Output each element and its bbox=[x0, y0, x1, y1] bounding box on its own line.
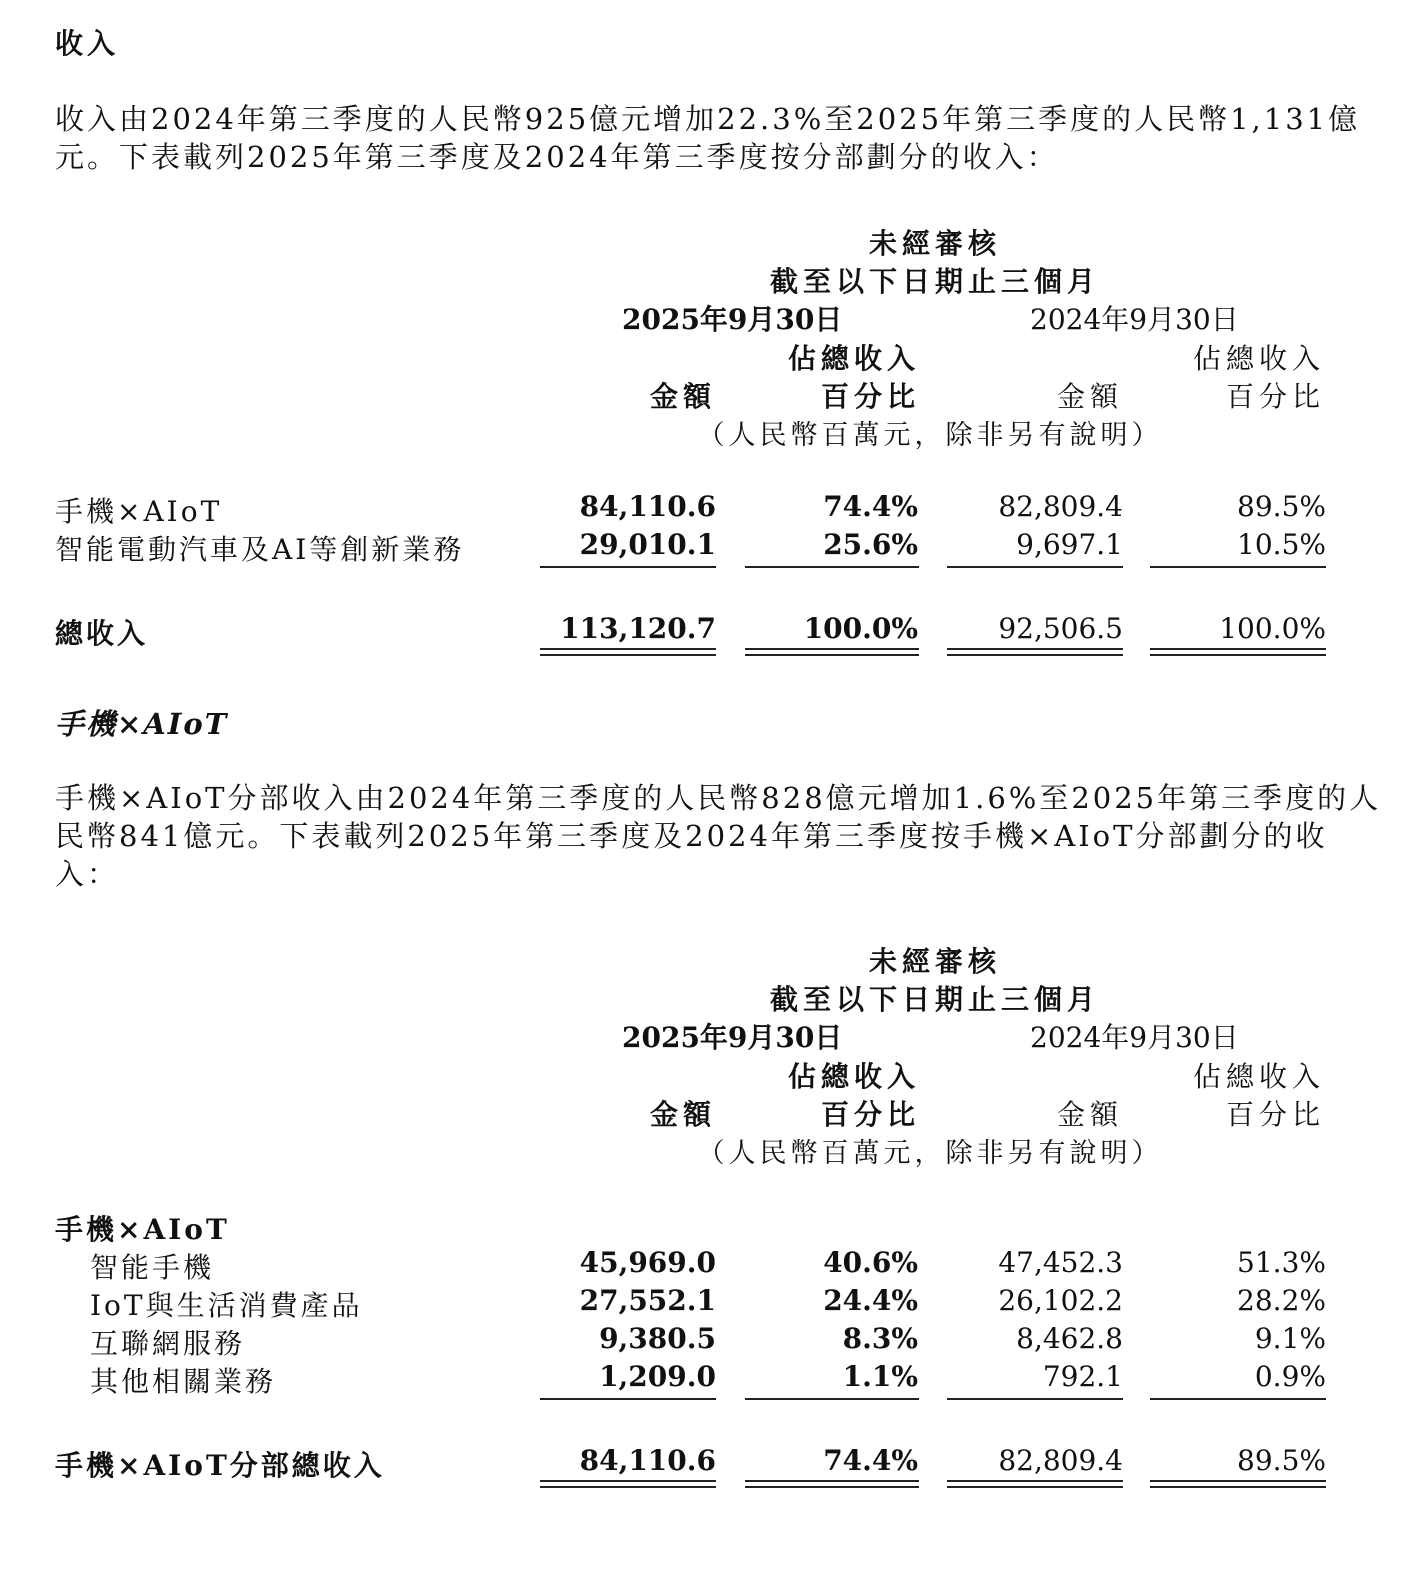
amount-heading-2024: 金額 bbox=[1056, 380, 1123, 413]
period-heading: 截至以下日期止三個月 bbox=[769, 983, 1100, 1016]
row-label: IoT與生活消費產品 bbox=[90, 1289, 363, 1322]
subtotal-rule bbox=[745, 566, 919, 568]
date-2024-heading: 2024年9月30日 bbox=[1030, 303, 1239, 336]
total-double-rule bbox=[1150, 1480, 1326, 1488]
pct-2024: 89.5% bbox=[1237, 490, 1326, 523]
subtotal-rule bbox=[1150, 1398, 1326, 1400]
intro-line-1: 收入由2024年第三季度的人民幣925億元增加22.3%至2025年第三季度的人民幣1,131億 bbox=[55, 102, 1361, 136]
total-pct-2025: 74.4% bbox=[823, 1444, 918, 1477]
pct-2024: 10.5% bbox=[1237, 528, 1326, 561]
subtotal-rule bbox=[947, 1398, 1123, 1400]
row-label: 互聯網服務 bbox=[90, 1327, 246, 1360]
pct-heading-2024-line1: 佔總收入 bbox=[1192, 1060, 1325, 1093]
amount-2025: 45,969.0 bbox=[579, 1246, 716, 1279]
pct-2024: 28.2% bbox=[1237, 1284, 1326, 1317]
pct-heading-2024-line2: 百分比 bbox=[1225, 380, 1325, 413]
amount-heading-2024: 金額 bbox=[1056, 1098, 1123, 1131]
period-heading: 截至以下日期止三個月 bbox=[769, 265, 1100, 298]
total-double-rule bbox=[947, 1480, 1123, 1488]
pct-2025: 74.4% bbox=[823, 490, 918, 523]
amount-2024: 26,102.2 bbox=[998, 1284, 1123, 1317]
date-2025-heading: 2025年9月30日 bbox=[622, 303, 843, 336]
total-label: 總收入 bbox=[55, 617, 149, 650]
pct-heading-2025-line1: 佔總收入 bbox=[787, 342, 920, 375]
total-pct-2024: 100.0% bbox=[1219, 612, 1326, 645]
pct-2025: 25.6% bbox=[823, 528, 918, 561]
unaudited-heading: 未經審核 bbox=[868, 227, 1001, 260]
amount-heading-2025: 金額 bbox=[649, 380, 716, 413]
date-2024-heading: 2024年9月30日 bbox=[1030, 1021, 1239, 1054]
pct-heading-2025-line2: 百分比 bbox=[820, 380, 920, 413]
pct-heading-2024-line1: 佔總收入 bbox=[1192, 342, 1325, 375]
subtotal-rule bbox=[745, 1398, 919, 1400]
row-label: 智能手機 bbox=[90, 1251, 215, 1284]
unaudited-heading: 未經審核 bbox=[868, 945, 1001, 978]
group-label: 手機×AIoT bbox=[55, 1213, 230, 1246]
pct-2024: 0.9% bbox=[1254, 1360, 1326, 1393]
row-label: 智能電動汽車及AI等創新業務 bbox=[55, 533, 465, 566]
total-double-rule bbox=[745, 648, 919, 656]
unit-note: （人民幣百萬元，除非另有說明） bbox=[697, 420, 1163, 451]
pct-heading-2024-line2: 百分比 bbox=[1225, 1098, 1325, 1131]
pct-heading-2025-line2: 百分比 bbox=[820, 1098, 920, 1131]
amount-2025: 9,380.5 bbox=[599, 1322, 716, 1355]
amount-2025: 27,552.1 bbox=[579, 1284, 716, 1317]
total-double-rule bbox=[1150, 648, 1326, 656]
amount-2025: 29,010.1 bbox=[579, 528, 716, 561]
total-pct-2024: 89.5% bbox=[1237, 1444, 1326, 1477]
total-double-rule bbox=[947, 648, 1123, 656]
sub-intro-line-3: 入： bbox=[55, 857, 120, 891]
pct-2025: 8.3% bbox=[842, 1322, 918, 1355]
amount-2024: 47,452.3 bbox=[998, 1246, 1123, 1279]
amount-2024: 9,697.1 bbox=[1016, 528, 1123, 561]
amount-2025: 84,110.6 bbox=[579, 490, 716, 523]
row-label: 手機×AIoT bbox=[55, 495, 223, 528]
subtotal-rule bbox=[540, 1398, 716, 1400]
total-label: 手機×AIoT分部總收入 bbox=[55, 1449, 385, 1482]
sub-intro-line-1: 手機×AIoT分部收入由2024年第三季度的人民幣828億元增加1.6%至2025年第三季度的人 bbox=[55, 781, 1382, 815]
total-double-rule bbox=[745, 1480, 919, 1488]
pct-2025: 24.4% bbox=[823, 1284, 918, 1317]
total-amount-2025: 84,110.6 bbox=[579, 1444, 716, 1477]
pct-2025: 1.1% bbox=[842, 1360, 918, 1393]
total-double-rule bbox=[540, 648, 716, 656]
amount-2024: 8,462.8 bbox=[1016, 1322, 1123, 1355]
row-label: 其他相關業務 bbox=[90, 1365, 277, 1398]
total-amount-2024: 92,506.5 bbox=[998, 612, 1123, 645]
total-double-rule bbox=[540, 1480, 716, 1488]
date-2025-heading: 2025年9月30日 bbox=[622, 1021, 843, 1054]
section-title: 收入 bbox=[55, 27, 120, 60]
amount-2024: 82,809.4 bbox=[998, 490, 1123, 523]
sub-intro-line-2: 民幣841億元。下表載列2025年第三季度及2024年第三季度按手機×AIoT分部劃分的收 bbox=[55, 819, 1328, 853]
pct-2025: 40.6% bbox=[823, 1246, 918, 1279]
pct-heading-2025-line1: 佔總收入 bbox=[787, 1060, 920, 1093]
subtotal-rule bbox=[1150, 566, 1326, 568]
subtotal-rule bbox=[947, 566, 1123, 568]
intro-line-2: 元。下表載列2025年第三季度及2024年第三季度按分部劃分的收入： bbox=[55, 140, 1059, 174]
amount-heading-2025: 金額 bbox=[649, 1098, 716, 1131]
pct-2024: 9.1% bbox=[1254, 1322, 1326, 1355]
pct-2024: 51.3% bbox=[1237, 1246, 1326, 1279]
amount-2024: 792.1 bbox=[1042, 1360, 1123, 1393]
subtotal-rule bbox=[540, 566, 716, 568]
unit-note: （人民幣百萬元，除非另有說明） bbox=[697, 1138, 1163, 1169]
total-amount-2025: 113,120.7 bbox=[560, 612, 716, 645]
subsection-title: 手機×AIoT bbox=[55, 707, 229, 741]
total-pct-2025: 100.0% bbox=[803, 612, 918, 645]
total-amount-2024: 82,809.4 bbox=[998, 1444, 1123, 1477]
amount-2025: 1,209.0 bbox=[599, 1360, 716, 1393]
